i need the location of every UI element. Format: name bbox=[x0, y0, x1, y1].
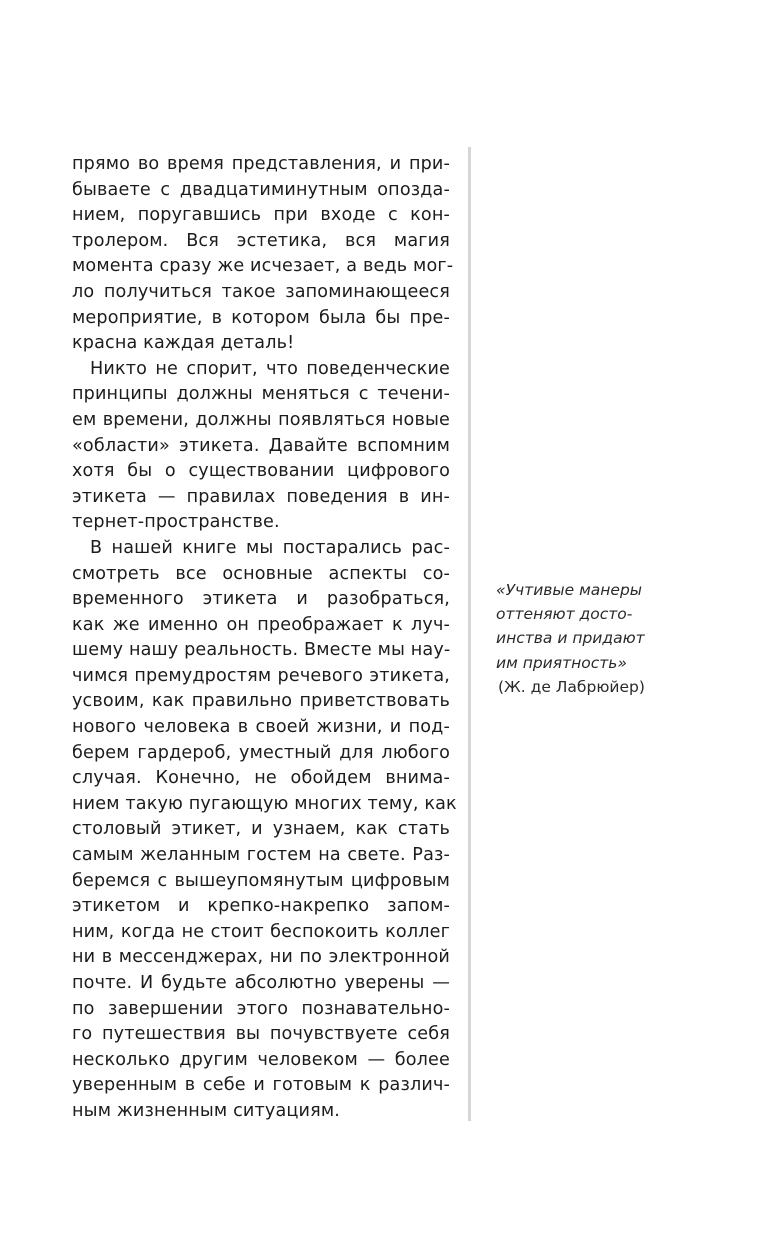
text-line: принципы должны меняться с течени- bbox=[72, 384, 450, 405]
text-line: столовый этикет, и узнаем, как стать bbox=[72, 819, 450, 840]
text-line: го путешествия вы почувствуете себя bbox=[72, 1024, 450, 1045]
text-line: временного этикета и разобраться, bbox=[72, 589, 450, 610]
text-line: нового человека в своей жизни, и под- bbox=[72, 717, 450, 738]
text-line: как же именно он преображает к луч- bbox=[72, 614, 450, 635]
body-text bbox=[72, 152, 457, 1125]
text-line: этикетом и крепко-накрепко запом- bbox=[72, 896, 450, 917]
margin-divider bbox=[468, 147, 471, 1121]
text-line: ло получиться такое запоминающееся bbox=[72, 281, 450, 302]
text-line: ем времени, должны появляться новые bbox=[72, 409, 450, 430]
text-line: случая. Конечно, не обойдем внима- bbox=[72, 768, 450, 789]
quote-line: инства и придают bbox=[496, 629, 645, 648]
text-line: момента сразу же исчезает, а ведь мог- bbox=[72, 256, 454, 277]
text-line: этикета — правилах поведения в ин- bbox=[72, 486, 450, 507]
text-line: ним, когда не стоит беспокоить коллег bbox=[72, 921, 450, 942]
quote-author: (Ж. де Лабрюйер) bbox=[498, 677, 645, 696]
text-line: усвоим, как правильно приветствовать bbox=[72, 691, 450, 712]
text-line: несколько другим человеком — более bbox=[72, 1049, 450, 1070]
text-line: шему нашу реальность. Вместе мы нау- bbox=[72, 640, 451, 661]
text-line: хотя бы о существовании цифрового bbox=[72, 461, 450, 482]
text-line: почте. И будьте абсолютно уверены — bbox=[72, 973, 450, 993]
text-line: чимся премудростям речевого этикета, bbox=[72, 665, 450, 686]
text-line: по завершении этого познавательно- bbox=[72, 998, 450, 1019]
text-line: самым желанным гостем на свете. Раз- bbox=[72, 845, 450, 866]
text-line: тролером. Вся эстетика, вся магия bbox=[72, 230, 450, 251]
text-line: нием такую пугающую многих тему, как bbox=[72, 793, 457, 814]
text-line: смотреть все основные аспекты со- bbox=[72, 563, 450, 584]
quote-line: «Учтивые манеры bbox=[496, 581, 643, 599]
text-line: ни в мессенджерах, ни по электронной bbox=[72, 947, 450, 968]
text-line: мероприятие, в котором была бы пре- bbox=[72, 307, 450, 328]
text-line: В нашей книге мы постарались рас- bbox=[90, 537, 450, 558]
quote-line: им приятность» bbox=[496, 653, 627, 672]
text-line: ным жизненным ситуациям. bbox=[72, 1100, 340, 1121]
text-line: берем гардероб, уместный для любого bbox=[72, 742, 450, 763]
sidebar-quote bbox=[496, 578, 746, 699]
quote-line: оттеняют досто- bbox=[496, 605, 633, 624]
text-line: Никто не спорит, что поведенческие bbox=[90, 358, 450, 379]
text-line: уверенным в себе и готовым к различ- bbox=[72, 1075, 450, 1096]
text-line: красна каждая деталь! bbox=[72, 333, 295, 354]
text-line: прямо во время представления, и при- bbox=[72, 154, 450, 174]
text-line: тернет-пространстве. bbox=[72, 512, 280, 533]
text-line: беремся с вышеупомянутым цифровым bbox=[72, 870, 450, 891]
text-line: нием, поругавшись при входе с кон- bbox=[72, 205, 450, 226]
text-line: бываете с двадцатиминутным опозда- bbox=[72, 179, 450, 200]
text-line: «области» этикета. Давайте вспомним bbox=[72, 435, 450, 456]
